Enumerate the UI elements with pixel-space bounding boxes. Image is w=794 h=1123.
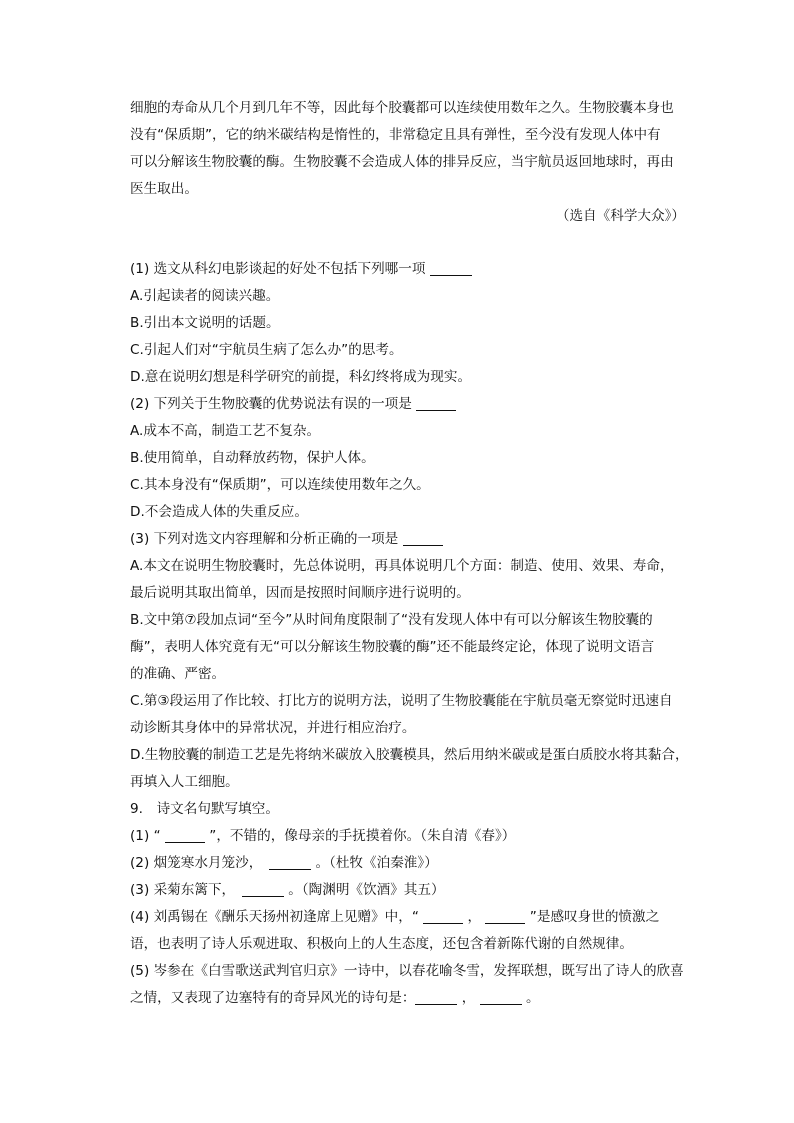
question-2-option-c: C.其本身没有“保质期”，可以连续使用数年之久。 xyxy=(130,477,430,493)
question-2-option-b: B.使用简单，自动释放药物，保护人体。 xyxy=(130,450,375,466)
answer-blank[interactable] xyxy=(242,881,284,897)
answer-blank[interactable] xyxy=(415,989,457,1005)
question-3-option-line: 最后说明其取出简单，因而是按照时间顺序进行说明的。 xyxy=(130,585,470,601)
question-2-stem xyxy=(130,391,705,418)
answer-blank[interactable] xyxy=(423,908,463,924)
answer-blank[interactable] xyxy=(403,530,443,546)
passage-source: （选自《科学大众》） xyxy=(555,208,685,224)
question-2-option-a: A.成本不高，制造工艺不复杂。 xyxy=(130,423,321,439)
question-3-option-line: 动诊断其身体中的异常状况，并进行相应治疗。 xyxy=(130,720,416,736)
item-text: (4) 刘禹锡在《酬乐天扬州初逢席上见赠》中，“ xyxy=(130,909,424,925)
item-text: 。（杜牧《泊秦淮》） xyxy=(311,855,438,871)
item-text: 。 xyxy=(521,990,540,1006)
question-1-option-d: D.意在说明幻想是科学研究的前提，科幻终将成为现实。 xyxy=(130,369,472,385)
question-2-option-d: D.不会造成人体的失重反应。 xyxy=(130,504,308,520)
spacer xyxy=(130,230,705,256)
answer-blank[interactable] xyxy=(269,854,311,870)
question-9-title: 9. 诗文名句默写填空。 xyxy=(130,801,279,817)
question-3-option-line: 酶”，表明人体究竟有无“可以分解该生物胶囊的酶”还不能最终定论，体现了说明文语言 xyxy=(130,639,655,655)
item-text: (1) “ xyxy=(130,828,165,844)
question-1-text: (1) 选文从科幻电影谈起的好处不包括下列哪一项 xyxy=(130,261,430,277)
question-9-item-5: (5) 岑参在《白雪歌送武判官归京》一诗中，以春花喻冬雪，发挥联想，既写出了诗人的欣喜 xyxy=(130,963,684,979)
item-text: (3) 采菊东篱下， xyxy=(130,882,242,898)
item-text: ”是感叹身世的愤激之 xyxy=(525,909,660,925)
question-3-option-line: D.生物胶囊的制造工艺是先将纳米碳放入胶囊模具，然后用纳米碳或是蛋白质胶水将其黏合， xyxy=(130,747,689,763)
passage-line: 没有“保质期”，它的纳米碳结构是惰性的，非常稳定且具有弹性，至今没有发现人体中有 xyxy=(130,127,661,143)
question-9-item-4 xyxy=(130,904,705,931)
answer-blank[interactable] xyxy=(430,260,472,276)
question-3-stem xyxy=(130,526,705,553)
question-2-text: (2) 下列关于生物胶囊的优势说法有误的一项是 xyxy=(130,396,417,412)
document-content xyxy=(130,95,705,1012)
item-text: ”，不错的，像母亲的手抚摸着你。（朱自清《春》） xyxy=(204,828,516,844)
question-9-item-2 xyxy=(130,850,705,877)
question-3-option-line: 的准确、严密。 xyxy=(130,666,226,682)
question-3-option-line: 再填入人工细胞。 xyxy=(130,774,239,790)
question-1-option-c: C.引起人们对“宇航员生病了怎么办”的思考。 xyxy=(130,342,403,358)
question-3-option-line: C.第③段运用了作比较、打比方的说明方法，说明了生物胶囊能在宇航员毫无察觉时迅速自 xyxy=(130,693,673,709)
question-9-item-1 xyxy=(130,823,705,850)
question-9-item-4-continued: 语，也表明了诗人乐观进取、积极向上的人生态度，还包含着新陈代谢的自然规律。 xyxy=(130,936,633,952)
answer-blank[interactable] xyxy=(165,827,205,843)
item-text: ， xyxy=(463,909,486,925)
question-1-option-b: B.引出本文说明的话题。 xyxy=(130,315,280,331)
answer-blank[interactable] xyxy=(416,395,456,411)
question-1-option-a: A.引起读者的阅读兴趣。 xyxy=(130,288,280,304)
passage-line: 医生取出。 xyxy=(130,181,198,197)
question-1-stem xyxy=(130,256,705,283)
question-3-option-line: B.文中第⑦段加点词“至今”从时间角度限制了“没有发现人体中有可以分解该生物胶囊的 xyxy=(130,612,653,628)
item-text: ， xyxy=(457,990,480,1006)
passage-line: 细胞的寿命从几个月到几年不等，因此每个胶囊都可以连续使用数年之久。生物胶囊本身也 xyxy=(130,100,674,116)
answer-blank[interactable] xyxy=(485,908,525,924)
question-3-text: (3) 下列对选文内容理解和分析正确的一项是 xyxy=(130,531,403,547)
question-9-item-3 xyxy=(130,877,705,904)
answer-blank[interactable] xyxy=(480,989,522,1005)
item-text: 之情，又表现了边塞特有的奇异风光的诗句是： xyxy=(130,990,416,1006)
item-text: (2) 烟笼寒水月笼沙， xyxy=(130,855,270,871)
item-text: 。（陶渊明《饮酒》其五） xyxy=(283,882,445,898)
question-9-item-5-continued xyxy=(130,985,705,1012)
passage-line: 可以分解该生物胶囊的酶。生物胶囊不会造成人体的排异反应，当宇航员返回地球时，再由 xyxy=(130,154,674,170)
question-3-option-line: A.本文在说明生物胶囊时，先总体说明，再具体说明几个方面：制造、使用、效果、寿命， xyxy=(130,558,674,574)
